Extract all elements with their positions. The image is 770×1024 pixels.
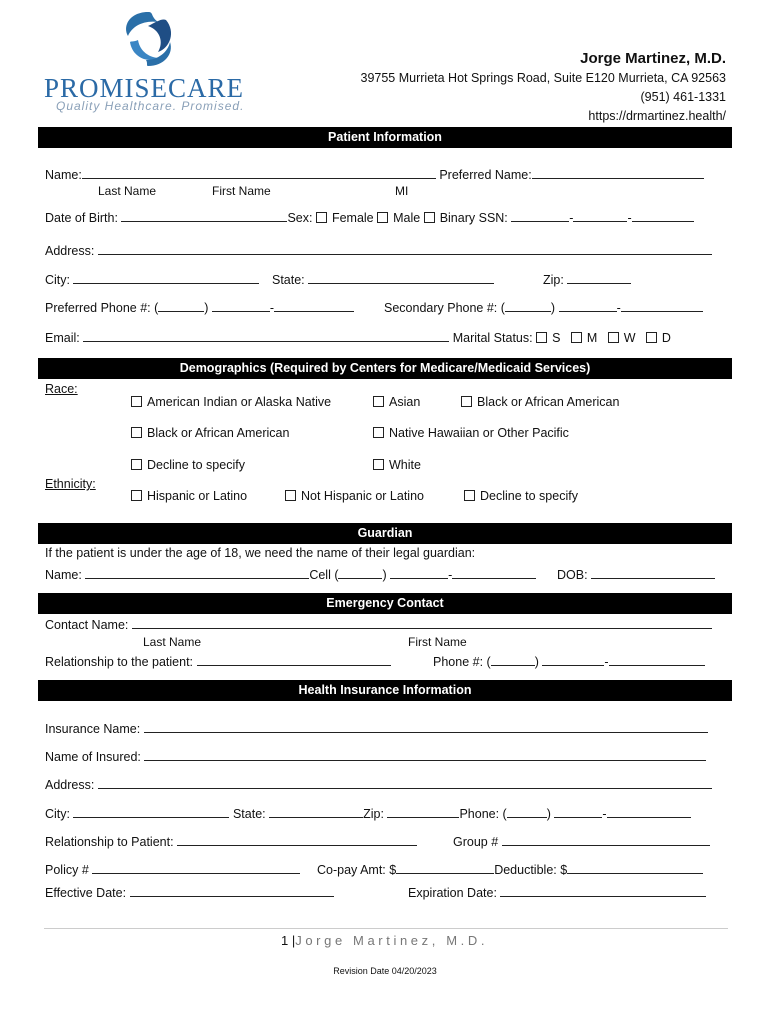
race-label: Race: [45, 382, 78, 396]
ethnicity-checkbox[interactable] [131, 490, 142, 501]
zip-label: Zip: [543, 273, 564, 287]
last-name-hint: Last Name [98, 184, 157, 198]
race-option-4[interactable] [131, 426, 289, 440]
race-option-label: White [389, 458, 421, 472]
guardian-dob-field[interactable] [591, 566, 715, 579]
page-number: 1 | [281, 933, 296, 948]
preferred-phone-prefix[interactable] [212, 299, 270, 312]
copay-row [317, 861, 703, 877]
insurance-phone-prefix[interactable] [554, 805, 602, 818]
ethnicity-option-label: Hispanic or Latino [147, 489, 248, 503]
ethnicity-option-3[interactable] [464, 489, 578, 503]
clinic-website[interactable]: https://drmartinez.health/ [588, 109, 726, 123]
footer-divider [44, 928, 728, 929]
contact-row [45, 616, 712, 632]
binary-checkbox[interactable] [424, 212, 435, 223]
group-label: Group # [453, 835, 499, 849]
ssn-label: SSN: [478, 211, 508, 225]
relationship-row [45, 653, 391, 669]
secondary-phone-line[interactable] [621, 299, 703, 312]
ethnicity-option-label: Not Hispanic or Latino [301, 489, 424, 503]
dob-field[interactable] [121, 209, 287, 222]
race-checkbox[interactable] [461, 396, 472, 407]
sec-phone-row: Secondary Phone #: ( ) - [384, 299, 703, 315]
marital-s-checkbox[interactable] [536, 332, 547, 343]
preferred-phone-label: Preferred Phone #: ( [45, 301, 159, 315]
race-checkbox[interactable] [373, 459, 384, 470]
insurance-phone-line[interactable] [607, 805, 691, 818]
ethnicity-option-label: Decline to specify [480, 489, 578, 503]
contact-last-name-hint: Last Name [143, 635, 202, 649]
guardian-cell-area[interactable] [338, 566, 382, 579]
preferred-phone-area[interactable] [158, 299, 204, 312]
sex-label: Sex: [287, 211, 313, 225]
name-field[interactable] [82, 166, 436, 179]
insurance-phone-area[interactable] [507, 805, 547, 818]
marital-d-label: D [661, 331, 671, 345]
contact-name-field[interactable] [132, 616, 712, 629]
ssn-field-3[interactable] [632, 209, 694, 222]
email-field[interactable] [83, 329, 449, 342]
insurance-address-label: Address: [45, 778, 95, 792]
section-patient-information: Patient Information [38, 127, 732, 148]
mi-hint: MI [395, 184, 409, 198]
contact-first-name-hint: First Name [408, 635, 467, 649]
section-demographics: Demographics (Required by Centers for Medicare/Medicaid Services) [38, 358, 732, 379]
race-option-2[interactable] [373, 395, 420, 409]
clinic-phone: (951) 461-1331 [640, 90, 726, 104]
revision-date: Revision Date 04/20/2023 [333, 966, 437, 976]
guardian-cell-prefix[interactable] [390, 566, 448, 579]
zip-group [543, 271, 631, 287]
race-checkbox[interactable] [131, 396, 142, 407]
insurance-zip-field[interactable] [387, 805, 459, 818]
address-field[interactable] [98, 242, 712, 255]
race-option-label: Black or African American [147, 426, 290, 440]
insurance-name-row [45, 720, 708, 736]
marital-m-checkbox[interactable] [571, 332, 582, 343]
marital-d-checkbox[interactable] [646, 332, 657, 343]
race-option-1[interactable] [131, 395, 331, 409]
ssn-field-1[interactable] [511, 209, 569, 222]
ins-city-row: City: State: Zip: Phone: ( ) - [45, 805, 691, 821]
marital-w-label: W [623, 331, 636, 345]
insurance-phone-label: Phone: ( [459, 807, 507, 821]
race-option-label: Asian [389, 395, 421, 409]
emergency-phone-row: Phone #: ( ) - [433, 653, 705, 669]
footer-doctor: J o r g e M a r t i n e z , M . D . [295, 933, 485, 948]
ssn-field-2[interactable] [573, 209, 627, 222]
binary-label: Binary [439, 211, 476, 225]
email-label: Email: [45, 331, 80, 345]
emergency-phone-prefix[interactable] [542, 653, 604, 666]
clinic-address: 39755 Murrieta Hot Springs Road, Suite E120 Murrieta, CA 92563 [360, 71, 726, 85]
race-checkbox[interactable] [373, 427, 384, 438]
ins-relationship-row [45, 833, 417, 849]
city-row [45, 271, 259, 287]
guardian-dob-group [557, 566, 715, 582]
insurance-address-field[interactable] [98, 776, 712, 789]
secondary-phone-area[interactable] [505, 299, 551, 312]
marital-label: Marital Status: [452, 331, 533, 345]
race-option-3[interactable] [461, 395, 619, 409]
insurance-state-label: State: [232, 807, 266, 821]
secondary-phone-label: Secondary Phone #: ( [384, 301, 505, 315]
effective-date-label: Effective Date: [45, 886, 127, 900]
expiration-date-field[interactable] [500, 884, 706, 897]
secondary-phone-prefix[interactable] [559, 299, 617, 312]
insurance-name-label: Insurance Name: [45, 722, 141, 736]
emergency-phone-label: Phone #: ( [433, 655, 491, 669]
copay-field[interactable] [396, 861, 494, 874]
policy-row [45, 861, 300, 877]
relationship-label: Relationship to the patient: [45, 655, 194, 669]
guardian-name-label: Name: [45, 568, 82, 582]
guardian-row: Name: Cell ( ) - [45, 566, 536, 582]
ethnicity-option-1[interactable] [131, 489, 247, 503]
race-option-label: Black or African American [477, 395, 620, 409]
city-label: City: [45, 273, 70, 287]
policy-field[interactable] [92, 861, 300, 874]
emergency-phone-line[interactable] [609, 653, 705, 666]
race-option-label: Native Hawaiian or Other Pacific [389, 426, 569, 440]
male-checkbox[interactable] [377, 212, 388, 223]
state-label: State: [272, 273, 305, 287]
guardian-note: If the patient is under the age of 18, we need the name of their legal guardian: [45, 546, 476, 560]
emergency-phone-area[interactable] [491, 653, 535, 666]
ethnicity-checkbox[interactable] [464, 490, 475, 501]
footer-page [281, 933, 485, 948]
race-option-5[interactable] [373, 426, 569, 440]
relationship-field[interactable] [197, 653, 391, 666]
guardian-cell-label: Cell ( [309, 568, 339, 582]
ins-address-row [45, 776, 712, 792]
contact-name-label: Contact Name: [45, 618, 129, 632]
address-row [45, 242, 712, 258]
race-option-7[interactable] [373, 458, 421, 472]
logo-tagline: Quality Healthcare. Promised. [56, 99, 245, 113]
preferred-name-field[interactable] [532, 166, 704, 179]
copay-label: Co-pay Amt: $ [317, 863, 397, 877]
marital-s-label: S [552, 331, 561, 345]
deductible-field[interactable] [567, 861, 703, 874]
section-health-insurance: Health Insurance Information [38, 680, 732, 701]
effective-row [45, 884, 334, 900]
logo-brand: PROMISECARE [44, 73, 245, 103]
race-checkbox[interactable] [373, 396, 384, 407]
insurance-relationship-label: Relationship to Patient: [45, 835, 174, 849]
insurance-city-label: City: [45, 807, 70, 821]
pref-phone-row: Preferred Phone #: ( ) - [45, 299, 354, 315]
city-field[interactable] [73, 271, 259, 284]
zip-field[interactable] [567, 271, 631, 284]
male-label: Male [393, 211, 421, 225]
section-emergency-contact: Emergency Contact [38, 593, 732, 614]
ethnicity-checkbox[interactable] [285, 490, 296, 501]
group-field[interactable] [502, 833, 710, 846]
race-checkbox[interactable] [131, 459, 142, 470]
insurance-relationship-field[interactable] [177, 833, 417, 846]
state-group [272, 271, 494, 287]
preferred-name-label: Preferred Name: [439, 168, 532, 182]
marital-w-checkbox[interactable] [608, 332, 619, 343]
ethnicity-label: Ethnicity: [45, 477, 96, 491]
female-label: Female [331, 211, 374, 225]
insured-name-label: Name of Insured: [45, 750, 141, 764]
effective-date-field[interactable] [130, 884, 334, 897]
name-label: Name: [45, 168, 82, 182]
name-row [45, 166, 704, 182]
race-option-label: American Indian or Alaska Native [147, 395, 332, 409]
deductible-label: Deductible: $ [494, 863, 568, 877]
expiration-row [408, 884, 706, 900]
insurance-zip-label: Zip: [363, 807, 384, 821]
guardian-cell-line[interactable] [452, 566, 536, 579]
group-row [453, 833, 710, 849]
insured-name-field[interactable] [144, 748, 706, 761]
insurance-state-field[interactable] [269, 805, 363, 818]
dob-row: Date of Birth: Sex: Female Male Binary SSN: - - [45, 209, 694, 225]
state-field[interactable] [308, 271, 494, 284]
dob-label: Date of Birth: [45, 211, 118, 225]
policy-label: Policy # [45, 863, 89, 877]
guardian-dob-label: DOB: [557, 568, 588, 582]
race-option-6[interactable] [131, 458, 245, 472]
female-checkbox[interactable] [316, 212, 327, 223]
race-checkbox[interactable] [131, 427, 142, 438]
logo-swirl-icon [118, 8, 178, 70]
guardian-name-field[interactable] [85, 566, 309, 579]
insured-row [45, 748, 706, 764]
email-row [45, 329, 671, 345]
ethnicity-option-2[interactable] [285, 489, 424, 503]
doctor-name: Jorge Martinez, M.D. [580, 50, 726, 67]
insurance-name-field[interactable] [144, 720, 708, 733]
section-guardian: Guardian [38, 523, 732, 544]
expiration-date-label: Expiration Date: [408, 886, 497, 900]
preferred-phone-line[interactable] [274, 299, 354, 312]
marital-m-label: M [586, 331, 598, 345]
insurance-city-field[interactable] [73, 805, 229, 818]
address-label: Address: [45, 244, 95, 258]
first-name-hint: First Name [212, 184, 271, 198]
race-option-label: Decline to specify [147, 458, 245, 472]
